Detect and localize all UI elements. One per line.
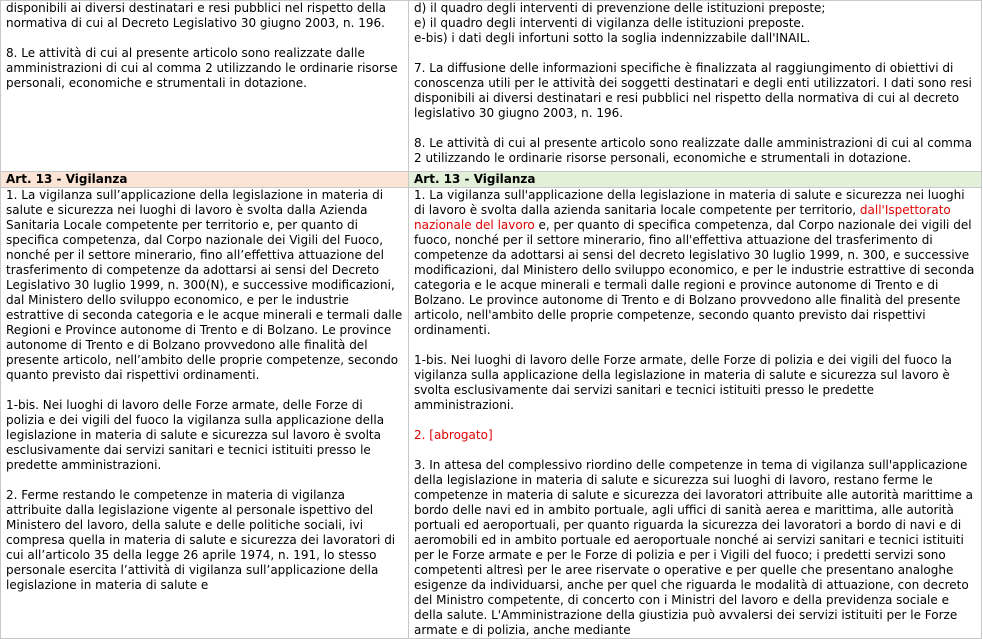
list-line: d) il quadro degli interventi di prevenzione delle istituzioni preposte; <box>414 1 826 15</box>
table-row <box>1 188 982 639</box>
table-row <box>1 1 982 172</box>
text-run: e, per quanto di specifica competenza, dal Corpo nazionale dei vigili del fuoco, nonché per il settore minerario, fino all'effettiva attuazione del trasferimento di competenze da adottarsi ai sensi del decreto legislativo 30 luglio 1999, n. 300, e successive modificazioni, dal Ministero dello sviluppo economico, e per le industrie estrattive di seconda categoria e le acque minerali e termali dalle regioni e province autonome di Trento e di Bolzano. Le province autonome di Trento e di Bolzano provvedono alle finalità del presente articolo, nell'ambito delle proprie competenze, secondo quanto previsto dai rispettivi ordinamenti. <box>414 218 975 337</box>
article-header-row <box>1 172 982 188</box>
paragraph <box>414 188 976 338</box>
paragraph: 1-bis. Nei luoghi di lavoro delle Forze armate, delle Forze di polizia e dei vigili del fuoco la vigilanza sulla applicazione della legislazione in materia di salute e sicurezza sul lavoro è svolta esclusivamente dai servizi sanitari e tecnici istituiti presso le predette amministrazioni. <box>6 398 385 472</box>
article-title-old: Art. 13 - Vigilanza <box>1 172 409 188</box>
right-cell-body <box>409 188 982 639</box>
right-cell-top <box>409 1 982 172</box>
text-run: 1. La vigilanza sull'applicazione della legislazione in materia di salute e sicurezza nei luoghi di lavoro è svolta dalla azienda sanitaria locale competente per territorio, <box>414 188 965 217</box>
paragraph: 8. Le attività di cui al presente articolo sono realizzate dalle amministrazioni di cui al comma 2 utilizzando le ordinarie risorse personali, economiche e strumentali in dotazione. <box>6 46 398 90</box>
left-cell-top <box>1 1 409 172</box>
paragraph: 2. Ferme restando le competenze in materia di vigilanza attribuite dalla legislazione vigente al personale ispettivo del Ministero del lavoro, della salute e delle politiche sociali, ivi compresa quella in materia di salute e sicurezza dei lavoratori di cui all’articolo 35 della legge 26 aprile 1974, n. 191, lo stesso personale esercita l’attività di vigilanza sull’applicazione della legislazione in materia di salute e <box>6 488 396 592</box>
list-line: e-bis) i dati degli infortuni sotto la soglia indennizzabile dall'INAIL. <box>414 31 811 45</box>
left-cell-body <box>1 188 409 639</box>
paragraph: 1. La vigilanza sull’applicazione della legislazione in materia di salute e sicurezza nei luoghi di lavoro è svolta dalla Azienda Sanitaria Locale competente per territorio e, per quanto di specifica competenza, dal Corpo nazionale dei Vigili del Fuoco, nonché per il settore minerario, fino all’effettiva attuazione del trasferimento di competenze da adottarsi ai sensi del Decreto Legislativo 30 luglio 1999, n. 300(N), e successive modificazioni, dal Ministero dello sviluppo economico, e per le industrie estrattive di seconda categoria e le acque minerali e termali dalle Regioni e Province autonome di Trento e di Bolzano. Le province autonome di Trento e di Bolzano provvedono alle finalità del presente articolo, nell’ambito delle proprie competenze, secondo quanto previsto dai rispettivi ordinamenti. <box>6 188 403 382</box>
paragraph: disponibili ai diversi destinatari e resi pubblici nel rispetto della normativa di cui al Decreto Legislativo 30 giugno 2003, n. 196. <box>6 1 386 30</box>
article-title-new: Art. 13 - Vigilanza <box>409 172 982 188</box>
paragraph: 7. La diffusione delle informazioni specifiche è finalizzata al raggiungimento di obiettivi di conoscenza utili per le attività dei soggetti destinatari e degli enti utilizzatori. I dati sono resi disponibili ai diversi destinatari e resi pubblici nel rispetto della normativa di cui al decreto legislativo 30 giugno 2003, n. 196. <box>414 61 972 120</box>
paragraph: 3. In attesa del complessivo riordino delle competenze in tema di vigilanza sull'applicazione della legislazione in materia di salute e sicurezza sui luoghi di lavoro, restano ferme le competenze in materia di salute e sicurezza dei lavoratori attribuite alle autorità marittime a bordo delle navi ed in ambito portuale, agli uffici di sanità aerea e marittima, alle autorità portuali ed aeroportuali, per quanto riguarda la sicurezza dei lavoratori a bordo di navi e di aeromobili ed in ambito portuale ed aeroportuale nonché ai servizi sanitari e tecnici istituiti per le Forze armate e per le Forze di polizia e per i Vigili del fuoco; i predetti servizi sono competenti altresì per le aree riservate o operative e per quelle che presentano analoghe esigenze da individuarsi, anche per quel che riguarda le modalità di attuazione, con decreto del Ministro competente, di concerto con i Ministri del lavoro e della previdenza sociale e della salute. L'Amministrazione della giustizia può avvalersi dei servizi istituiti per le Forze armate e di polizia, anche mediante <box>414 458 974 637</box>
repealed-paragraph: 2. [abrogato] <box>414 428 493 442</box>
amended-text: dall'Ispettorato nazionale del lavoro <box>414 203 951 232</box>
list-line: e) il quadro degli interventi di vigilanza delle istituzioni preposte. <box>414 16 805 30</box>
paragraph: 1-bis. Nei luoghi di lavoro delle Forze armate, delle Forze di polizia e dei vigili del fuoco la vigilanza sulla applicazione della legislazione in materia di salute e sicurezza sul lavoro è svolta esclusivamente dai servizi sanitari e tecnici istituiti presso le predette amministrazioni. <box>414 353 952 412</box>
paragraph: 8. Le attività di cui al presente articolo sono realizzate dalle amministrazioni di cui al comma 2 utilizzando le ordinarie risorse personali, economiche e strumentali in dotazione. <box>414 136 972 165</box>
